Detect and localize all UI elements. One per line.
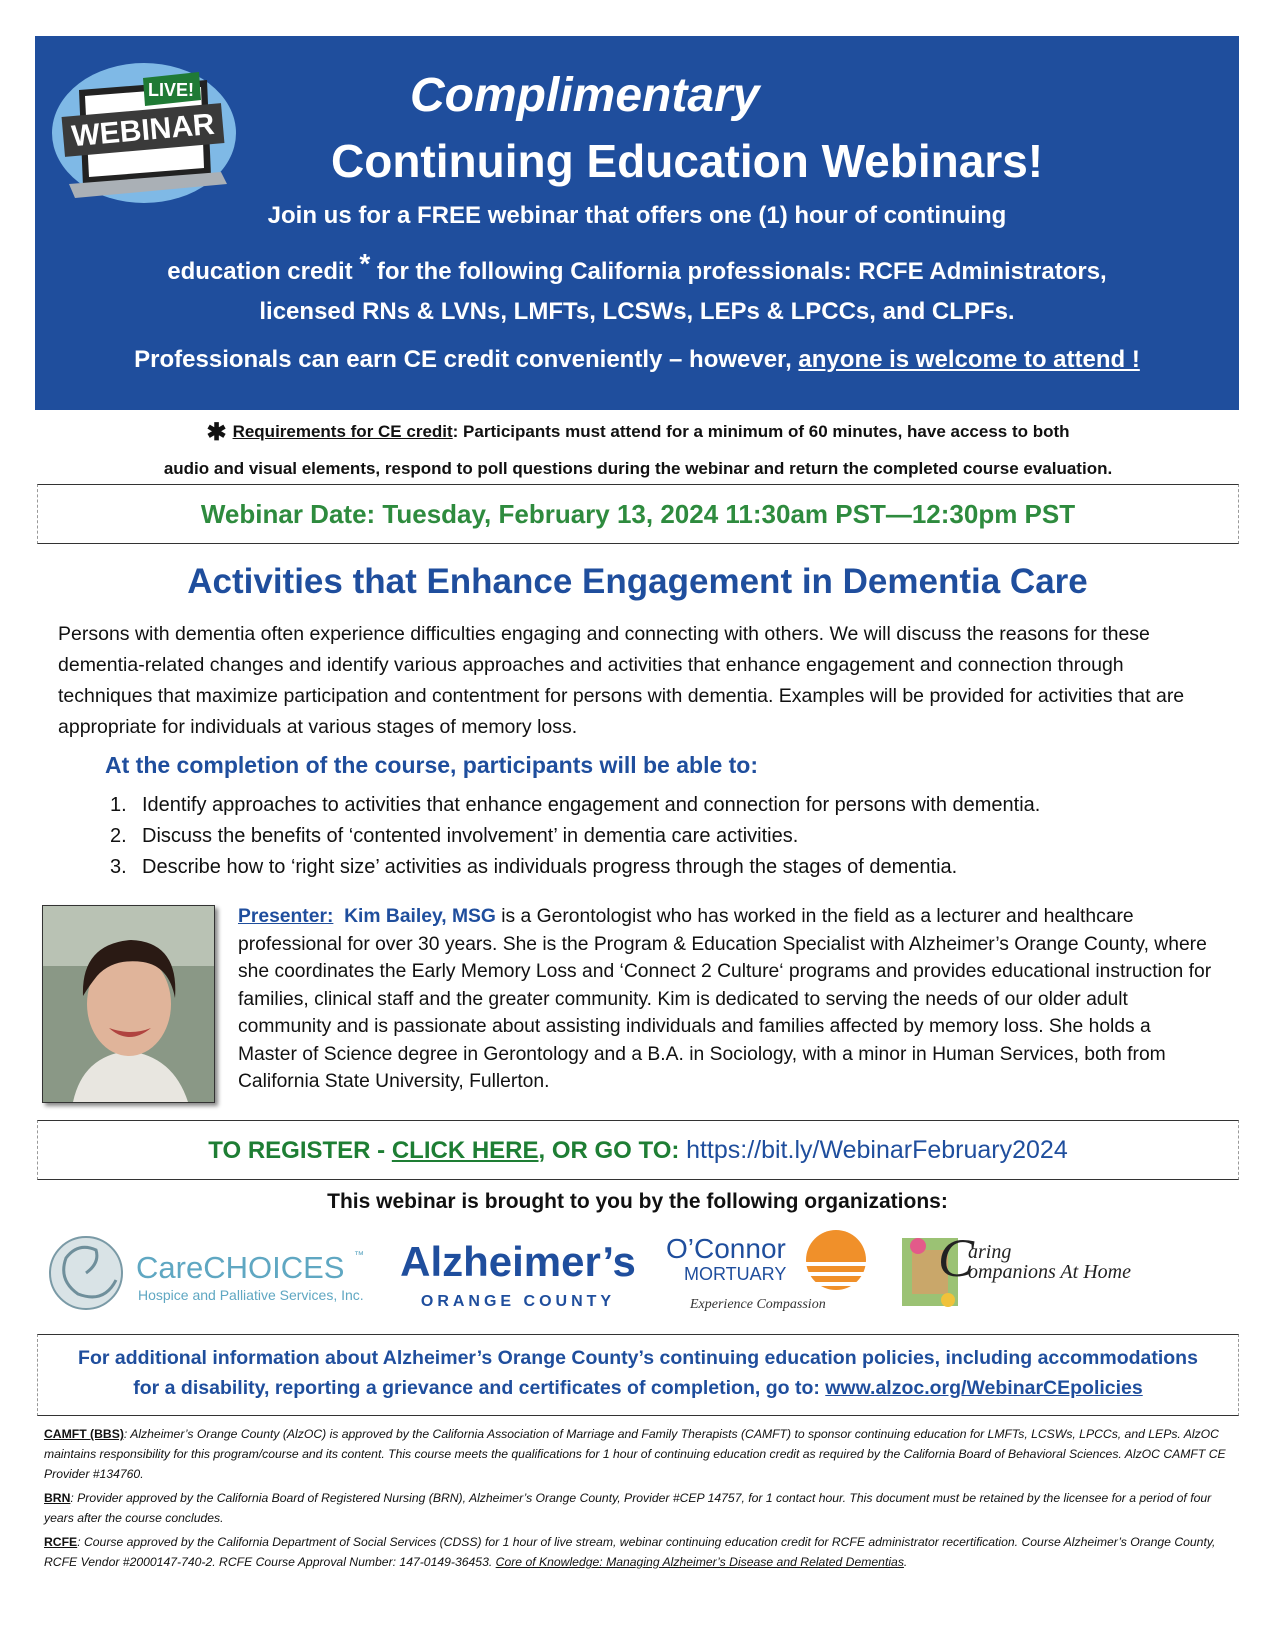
asterisk-icon: ✱ xyxy=(206,419,227,446)
camft-note: CAMFT (BBS): Alzheimer’s Orange County (AlzOC) is approved by the California Association of Marriage and Family Therapists (CAMFT) to sponsor continuing education for LMFTs, LCSWs, LPCCs, and LEPs. AlzOC maintains responsibility for this program/course and its content. This course meets the qualifications for 1 hour of continuing education credit as required by the California Board of Behavioral Sciences. AlzOC CAMFT CE Provider #134760. xyxy=(44,1427,1226,1481)
register-line: TO REGISTER - CLICK HERE, OR GO TO: https://bit.ly/WebinarFebruary2024 xyxy=(208,1136,1068,1164)
click-here-link[interactable]: CLICK HERE xyxy=(391,1137,539,1164)
svg-text:C: C xyxy=(938,1228,975,1288)
objective-item: 1. Identify approaches to activities that enhance engagement and connection for persons with dementia. xyxy=(110,794,1041,816)
course-title: Activities that Enhance Engagement in Dementia Care xyxy=(187,562,1088,601)
svg-text:Alzheimer’s: Alzheimer’s xyxy=(400,1238,636,1285)
svg-text:MORTUARY: MORTUARY xyxy=(684,1264,787,1284)
requirements-label: Requirements for CE credit xyxy=(232,422,453,441)
ce-policies-box xyxy=(37,1334,1239,1416)
svg-text:LIVE!: LIVE! xyxy=(147,80,195,100)
title-complimentary: Complimentary xyxy=(410,69,760,122)
presenter-name: Kim Bailey, MSG xyxy=(344,906,496,927)
webinar-date-box xyxy=(37,484,1239,544)
svg-text:WEBINAR: WEBINAR xyxy=(70,107,216,154)
anyone-welcome-link: anyone is welcome to attend ! xyxy=(798,346,1140,373)
svg-text:ompanions At Home: ompanions At Home xyxy=(968,1261,1131,1283)
svg-text:Experience Compassion: Experience Compassion xyxy=(690,1297,826,1312)
ce-policies-text: For additional information about Alzheimer’s Orange County’s continuing education policies, including accommodations for a disability, reporting a grievance and certificates of completion, go to: www.alzoc.org/WebinarCEpolicies xyxy=(78,1347,1198,1399)
sponsors-heading: This webinar is brought to you by the following organizations: xyxy=(327,1190,948,1213)
asterisk: * xyxy=(359,248,371,279)
webinar-logo xyxy=(49,58,239,208)
oconnor-mortuary-logo xyxy=(660,1228,885,1318)
intro-line-2: education credit * for the following California professionals: RCFE Administrators, xyxy=(167,248,1107,285)
svg-text:aring: aring xyxy=(968,1241,1012,1263)
intro-line-1: Join us for a FREE webinar that offers one (1) hour of continuing xyxy=(267,202,1007,229)
course-description: Persons with dementia often experience difficulties engaging and connecting with others. We will discuss the reasons for these dementia-related changes and identify various approaches and activities that enhance engagement and connection through techniques that maximize participation and contentment for persons with dementia. Examples will be provided for activities that are appropriate for individuals at various stages of memory loss. xyxy=(58,623,1185,738)
intro-line-3: licensed RNs & LVNs, LMFTs, LCSWs, LEPs & LPCCs, and CLPFs. xyxy=(259,298,1015,325)
svg-text:™: ™ xyxy=(354,1250,364,1261)
header-banner xyxy=(35,36,1239,410)
ce-requirements: ✱ Requirements for CE credit: Participants must attend for a minimum of 60 minutes, have access to both audio and visual elements, respond to poll questions during the webinar and return the completed course evaluation. xyxy=(163,419,1113,478)
svg-text:Hospice and Palliative Service: Hospice and Palliative Services, Inc. xyxy=(138,1287,364,1303)
caring-companions-logo xyxy=(898,1228,1163,1318)
rcfe-note: RCFE: Course approved by the California Department of Social Services (CDSS) for 1 hour of live stream, webinar continuing education credit for RCFE administrator recertification. Course Alzheimer’s Orange County, RCFE Vendor #2000147-740-2. RCFE Course Approval Number: 147-0149-36453. Core of Knowledge: Managing Alzheimer’s Disease and Related Dementias. xyxy=(44,1535,1216,1569)
objectives-heading: At the completion of the course, participants will be able to: xyxy=(105,752,759,778)
brn-note: BRN: Provider approved by the California Board of Registered Nursing (BRN), Alzheimer’s Orange County, Provider #CEP 14757, for 1 contact hour. This document must be retained by the licensee for a period of four years after the course concludes. xyxy=(44,1491,1212,1525)
register-box xyxy=(37,1120,1239,1180)
presenter-bio: Presenter: Kim Bailey, MSG is a Gerontologist who has worked in the field as a lecturer and healthcare professional for over 30 years. She is the Program & Education Specialist with Alzheimer’s Orange County, where she coordinates the Early Memory Loss and ‘Connect 2 Culture‘ programs and provides educational instruction for families, clinical staff and the greater community. Kim is dedicated to serving the needs of our older adult community and is passionate about assisting individuals and families affected by memory loss. She holds a Master of Science degree in Gerontology and a B.A. in Sociology, with a minor in Human Services, both from California State University, Fullerton. xyxy=(238,906,1212,1092)
webinar-date: Webinar Date: Tuesday, February 13, 2024 11:30am PST—12:30pm PST xyxy=(200,499,1076,529)
presenter-photo xyxy=(42,905,215,1103)
objective-item: 2. Discuss the benefits of ‘contented involvement’ in dementia care activities. xyxy=(110,825,799,847)
intro-line-4: Professionals can earn CE credit conveniently – however, anyone is welcome to attend ! xyxy=(134,346,1140,373)
objective-item: 3. Describe how to ‘right size’ activities as individuals progress through the stages of dementia. xyxy=(110,856,958,878)
svg-text:CareCHOICES: CareCHOICES xyxy=(136,1250,345,1285)
carechoices-logo xyxy=(48,1228,378,1318)
presenter-label: Presenter: xyxy=(238,906,334,927)
sponsor-logos xyxy=(48,1228,1238,1318)
ce-policies-link[interactable]: www.alzoc.org/WebinarCEpolicies xyxy=(825,1377,1143,1399)
svg-text:O’Connor: O’Connor xyxy=(666,1233,786,1264)
alzheimers-oc-logo xyxy=(383,1228,653,1318)
title-continuing-education: Continuing Education Webinars! xyxy=(331,135,1044,187)
svg-text:ORANGE COUNTY: ORANGE COUNTY xyxy=(420,1293,616,1310)
objectives-list xyxy=(110,790,1040,883)
register-url-link[interactable]: https://bit.ly/WebinarFebruary2024 xyxy=(686,1136,1068,1164)
